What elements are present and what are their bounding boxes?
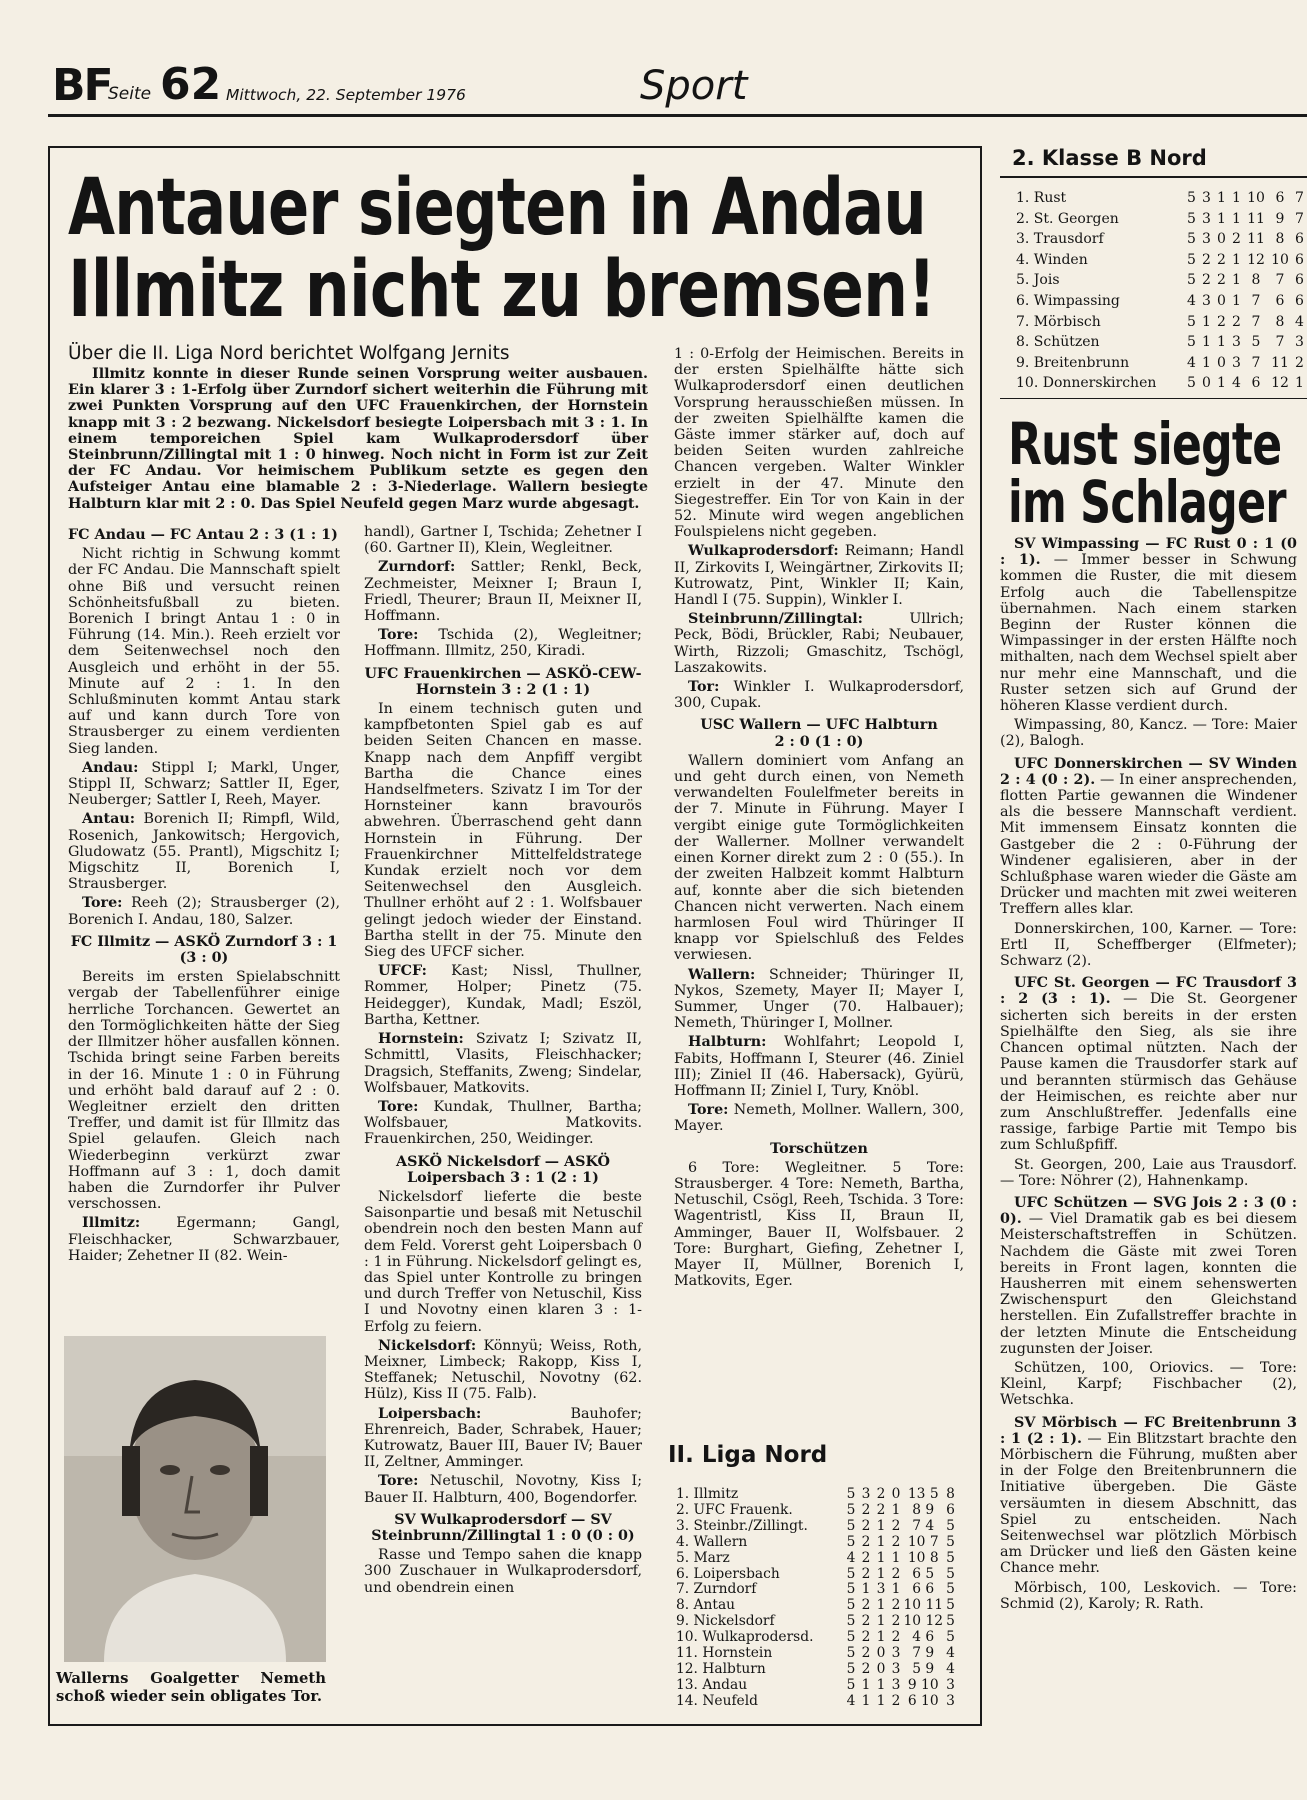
- sidebar-title-rule: [1000, 176, 1307, 178]
- stat-cell: 5: [846, 1597, 856, 1614]
- stat-cell: 1: [876, 1597, 886, 1614]
- stat-cell: 2: [861, 1629, 871, 1646]
- table-row: [676, 1519, 958, 1535]
- stat-cell: 1: [861, 1676, 871, 1693]
- stat-cell: 10: [1271, 251, 1289, 268]
- article-headline-1: Antauer siegten in Andau: [68, 163, 926, 253]
- table-row: [1016, 270, 1307, 291]
- stat-cell: 11: [1271, 354, 1289, 371]
- masthead-date: Mittwoch, 22. September 1976: [226, 86, 466, 104]
- stat-cell: 3: [1202, 292, 1211, 309]
- stat-cell: 2: [861, 1645, 871, 1662]
- stat-cell: 6: [1295, 292, 1304, 309]
- player-portrait-image: [64, 1336, 326, 1662]
- stat-cell: 4: [846, 1692, 856, 1709]
- stat-cell: 9: [1275, 210, 1285, 227]
- team-name: 5. Marz: [676, 1549, 730, 1566]
- stat-cell: 5: [1187, 272, 1196, 289]
- stat-cell: 4 6: [912, 1629, 935, 1646]
- stat-cell: 8: [946, 1486, 955, 1502]
- lineup: Wulkaprodersdorf: Reimann; Handl II, Zirkovits I, Weingärtner, Zirkovits II; Kutrowatz, Pint, Winkler II; Kain, Handl I (75. Suppin), Winkler I.: [674, 543, 964, 609]
- section-title: Sport: [640, 63, 748, 109]
- stat-cell: 2: [861, 1501, 871, 1518]
- stat-cell: 5: [1187, 375, 1196, 392]
- stat-cell: 6: [1251, 375, 1261, 392]
- stat-cell: 1: [876, 1517, 886, 1534]
- stat-cell: 10 11: [903, 1597, 943, 1614]
- stat-cell: 2: [891, 1533, 901, 1550]
- stat-cell: 5: [846, 1660, 856, 1677]
- stat-cell: 0: [891, 1486, 901, 1502]
- lineup: Andau: Stippl I; Markl, Unger, Stippl II, Schwarz; Sattler II, Eger, Neuberger; Sattler I, Reeh, Mayer.: [68, 759, 340, 809]
- sidebar-table-rule: [1000, 398, 1307, 399]
- stat-cell: 8 9: [912, 1501, 935, 1518]
- team-name: 7. Zurndorf: [676, 1581, 757, 1598]
- article-byline: Über die II. Liga Nord berichtet Wolfgang Jernits: [68, 343, 510, 364]
- match-report: Bereits im ersten Spielabschnitt vergab der Tabellenführer einige herrliche Torchancen. Gewertet an den Tormöglichkeiten hätte der Sieg der Illmitzer höher ausfallen können. Tschida bringt seine Farben bereits in der 16. Minute 1 : 0 in Führung und erhöht bald darauf auf 2 : 0. Wegleitner erzielt den dritten Treffer, und damit ist für Illmitz das Spiel gelaufen. Gleich nach Wiederbeginn verkürzt zwar Hoffmann auf 3 : 1, doch damit haben die Zurndorfer ihr Pulver verschossen.: [68, 969, 340, 1213]
- stat-cell: 7: [1251, 354, 1261, 371]
- lineup: Nickelsdorf: Könnyü; Weiss, Roth, Meixner, Limbeck; Rakopp, Kiss I, Steffanek; Netuschil, Novotny (62. Hülz), Kiss II (75. Falb).: [364, 1337, 642, 1403]
- stat-cell: 1: [876, 1676, 886, 1693]
- team-name: 4. Wallern: [676, 1533, 748, 1550]
- stat-cell: 10 7: [907, 1533, 939, 1550]
- table-row: [676, 1567, 958, 1583]
- stat-cell: 3: [1202, 231, 1211, 248]
- stat-cell: 4: [1232, 375, 1241, 392]
- match-heading: ASKÖ Nickelsdorf — ASKÖ Loipersbach 3 : 1 (2 : 1): [396, 1153, 610, 1186]
- stat-cell: 1: [1202, 354, 1211, 371]
- stat-cell: 0: [1217, 231, 1226, 248]
- match-heading: USC Wallern — UFC Halbturn 2 : 0 (1 : 0): [700, 717, 938, 750]
- stat-cell: 5: [946, 1629, 955, 1646]
- goals-line: Tor: Winkler I. Wulkaprodersdorf, 300, Cupak.: [674, 679, 964, 712]
- stat-cell: 1: [891, 1549, 901, 1566]
- stat-cell: 5: [846, 1501, 856, 1518]
- lineup: UFCF: Kast; Nissl, Thullner, Rommer, Holper; Pinetz (75. Heidegger), Kundak, Madl; Eszöl, Bartha, Kettner.: [364, 963, 643, 1028]
- masthead-logo: BF: [52, 60, 112, 111]
- report-info: St. Georgen, 200, Laie aus Trausdorf. — Tore: Nöhrer (2), Hahnenkamp.: [1000, 1156, 1297, 1189]
- team-name: 9. Breitenbrunn: [1016, 354, 1130, 371]
- stat-cell: 5: [1187, 334, 1196, 351]
- stat-cell: 7 9: [912, 1645, 935, 1662]
- table-row: [676, 1598, 958, 1614]
- match-heading: FC Andau — FC Antau 2 : 3 (1 : 1): [68, 527, 338, 543]
- scorers-list: 6 Tore: Wegleitner. 5 Tore: Strausberger. 4 Tore: Nemeth, Bartha, Netuschil, Csögl, Reeh, Tschida. 3 Tore: Wagentristl, Kiss II, Braun II, Amminger, Bauer II, Wolfsbauer. 2 Tore: Burghart, Giefing, Zehetner I, Mayer II, Müllner, Borenich I, Matkovits, Eger.: [674, 1159, 964, 1290]
- table-row: [1016, 229, 1307, 250]
- stat-cell: 0: [1202, 375, 1211, 392]
- stat-cell: 5: [1187, 313, 1196, 330]
- match-report: In einem technisch guten und kampfbetonten Spiel gab es auf beiden Seiten Chancen en masse. Knapp nach dem Anpfiff vergibt Bartha die Chance eines Handselfmeters. Szivatz I im Tor der Hornsteiner kann bravourös abwehren. Überraschend geht dann Hornstein in Führung. Der Frauenkirchner Mittelfeldstratege Kundak erzielt noch vor dem Seitenwechsel den Ausgleich. Thullner erhöht auf 2 : 1. Wolfsbauer gelingt jedoch wieder der Einstand. Bartha stellt in der 75. Minute den Sieg des UFCF sicher.: [364, 701, 642, 961]
- stat-cell: 3: [1295, 334, 1304, 351]
- report-info: Wimpassing, 80, Kancz. — Tore: Maier (2), Balogh.: [1000, 717, 1297, 750]
- table-row: [1016, 209, 1307, 230]
- stat-cell: 1: [1217, 210, 1226, 227]
- team-name: 6. Loipersbach: [676, 1565, 780, 1582]
- report: UFC Donnerskirchen — SV Winden 2 : 4 (0 : 2). — In einer ansprechenden, flotten Partie gewannen die Windener als die bessere Mannschaft verdient. Mit immensem Einsatz konnten die Gastgeber die 2 : 0-Führung der Windener egalisieren, aber in der Schlußphase waren wieder die Gäste am Drücker und machten mit zwei weiteren Treffern alles klar.: [1000, 755, 1298, 918]
- stat-cell: 0: [1217, 354, 1226, 371]
- stat-cell: 12: [1271, 375, 1289, 392]
- stat-cell: 3: [1232, 354, 1241, 371]
- liga-standings-table: [676, 1487, 958, 1710]
- stat-cell: 1: [876, 1629, 886, 1646]
- stat-cell: 11: [1247, 210, 1265, 227]
- team-name: 10. Donnerskirchen: [1016, 375, 1157, 392]
- lineup: Zurndorf: Sattler; Renkl, Beck, Zechmeister, Meixner I; Braun I, Friedl, Theurer; Braun II, Meixner II, Hoffmann.: [364, 559, 642, 625]
- stat-cell: 3: [1202, 210, 1211, 227]
- stat-cell: 2: [861, 1533, 871, 1550]
- stat-cell: 1: [1295, 375, 1304, 392]
- stat-cell: 2: [861, 1565, 871, 1582]
- stat-cell: 1: [861, 1692, 871, 1709]
- sidebar-klasse-title: 2. Klasse B Nord: [1012, 146, 1207, 170]
- stat-cell: 6: [1275, 190, 1285, 206]
- stat-cell: 1: [1202, 334, 1211, 351]
- stat-cell: 5: [846, 1533, 856, 1550]
- stat-cell: 10: [1247, 190, 1265, 206]
- team-name: 3. Trausdorf: [1016, 231, 1104, 248]
- masthead-rule: [48, 114, 1307, 117]
- report-info: Donnerskirchen, 100, Karner. — Tore: Ertl II, Scheffberger (Elfmeter); Schwarz (2).: [1000, 920, 1297, 970]
- team-name: 3. Steinbr./Zillingt.: [676, 1517, 808, 1534]
- stat-cell: 5: [1187, 190, 1196, 206]
- team-name: 5. Jois: [1016, 272, 1060, 289]
- stat-cell: 3: [891, 1660, 901, 1677]
- stat-cell: 11: [1247, 231, 1265, 248]
- stat-cell: 5: [1187, 210, 1196, 227]
- stat-cell: 5: [846, 1676, 856, 1693]
- table-row: [676, 1503, 958, 1519]
- stat-cell: 6 5: [912, 1565, 935, 1582]
- report: UFC St. Georgen — FC Trausdorf 3 : 2 (3 : 1). — Die St. Georgener sicherten sich bereits in der ersten Spielhälfte den Sieg, als sie ihre Chancen optimal nützten. Nach der Pause kamen die Trausdorfer stark auf und berannten stürmisch das Gehäuse der Heimischen, es reichte aber nur zum Anschlußtreffer. Jedenfalls eine rassige, farbige Partie mit Tempo bis zum Schlußpfiff.: [1000, 975, 1297, 1154]
- stat-cell: 3: [891, 1676, 901, 1693]
- team-name: 8. Schützen: [1016, 334, 1100, 351]
- report: SV Wimpassing — FC Rust 0 : 1 (0 : 1). — Immer besser in Schwung kommen die Ruster, die mit diesem Erfolg auch die Tabellenspitze übernahmen. Nach einem starken Beginn der Ruster können die Wimpassinger in der ersten Hälfte noch mithalten, nach dem Wechsel spielt aber nur mehr eine Mannschaft, und die Ruster setzen sich auf Grund der höheren Klasse verdient durch.: [1000, 536, 1297, 715]
- stat-cell: 3: [946, 1692, 955, 1709]
- stat-cell: 3: [1202, 190, 1211, 206]
- team-name: 12. Halbturn: [676, 1660, 766, 1677]
- stat-cell: 4: [946, 1660, 955, 1677]
- stat-cell: 5: [946, 1549, 955, 1566]
- goals-line: Tore: Nemeth, Mollner. Wallern, 300, Mayer.: [674, 1102, 964, 1135]
- stat-cell: 3: [891, 1645, 901, 1662]
- stat-cell: 3: [861, 1486, 871, 1502]
- stat-cell: 2: [891, 1597, 901, 1614]
- stat-cell: 1: [1232, 190, 1241, 206]
- stat-cell: 1: [1232, 292, 1241, 309]
- stat-cell: 1: [1232, 251, 1241, 268]
- team-name: 7. Mörbisch: [1016, 313, 1101, 330]
- stat-cell: 2: [861, 1660, 871, 1677]
- stat-cell: 6: [1295, 272, 1304, 289]
- article-column-1: [68, 524, 340, 1267]
- team-name: 2. UFC Frauenk.: [676, 1501, 793, 1518]
- stat-cell: 5: [846, 1565, 856, 1582]
- stat-cell: 10 8: [907, 1549, 939, 1566]
- stat-cell: 7 4: [912, 1517, 935, 1534]
- team-name: 10. Wulkaprodersd.: [676, 1629, 814, 1646]
- stat-cell: 7: [1275, 334, 1285, 351]
- table-row: [1016, 373, 1307, 394]
- stat-cell: 5: [946, 1581, 955, 1598]
- stat-cell: 10 12: [903, 1613, 943, 1630]
- stat-cell: 5: [946, 1533, 955, 1550]
- team-name: 6. Wimpassing: [1016, 292, 1120, 309]
- stat-cell: 1: [876, 1692, 886, 1709]
- stat-cell: 6: [1275, 292, 1285, 309]
- stat-cell: 1: [1217, 375, 1226, 392]
- stat-cell: 6: [1295, 251, 1304, 268]
- sidebar-headline-1: Rust siegte: [1008, 410, 1282, 478]
- stat-cell: 4: [946, 1645, 955, 1662]
- stat-cell: 5: [1251, 334, 1261, 351]
- stat-cell: 2: [861, 1613, 871, 1630]
- stat-cell: 2: [891, 1692, 901, 1709]
- match-heading: FC Illmitz — ASKÖ Zurndorf 3 : 1 (3 : 0): [70, 933, 338, 967]
- stat-cell: 2: [891, 1629, 901, 1646]
- stat-cell: 2: [1232, 231, 1241, 248]
- lineup: Loipersbach: Bauhofer; Ehrenreich, Bader, Schrabek, Hauer; Kutrowatz, Bauer III, Bauer IV; Bauer II, Zeltner, Amminger.: [364, 1405, 642, 1471]
- stat-cell: 5: [946, 1565, 955, 1582]
- stat-cell: 4: [846, 1549, 856, 1566]
- stat-cell: 7: [1251, 313, 1261, 330]
- stat-cell: 5: [846, 1629, 856, 1646]
- report: UFC Schützen — SVG Jois 2 : 3 (0 : 0). — Viel Dramatik gab es bei diesem Meisterschaftstreffen in Schützen. Nachdem die Gäste mit zwei Toren bereits in Front lagen, konnten die Hausherren mit einem sehenswerten Zwischenspurt den Gleichstand herstellen. Ein Zufallstreffer brachte in der letzten Minute die Entscheidung zugunsten der Joiser.: [1000, 1194, 1297, 1357]
- table-row: [1016, 332, 1307, 353]
- stat-cell: 2: [876, 1486, 886, 1502]
- stat-cell: 2: [876, 1501, 886, 1518]
- stat-cell: 6: [946, 1501, 955, 1518]
- stat-cell: 8: [1251, 272, 1261, 289]
- lineup: Antau: Borenich II; Rimpfl, Wild, Rosenich, Jankowitsch; Hergovich, Gludowatz (55. Prantl), Migschitz I; Migschitz II, Borenich I, Strausberger.: [68, 811, 341, 893]
- team-name: 8. Antau: [676, 1597, 736, 1614]
- stat-cell: 4: [1187, 292, 1196, 309]
- table-row: [676, 1678, 958, 1694]
- stat-cell: 6 10: [907, 1692, 939, 1709]
- stat-cell: 6 6: [912, 1581, 935, 1598]
- stat-cell: 13 5: [907, 1486, 939, 1502]
- stat-cell: 5: [946, 1597, 955, 1614]
- stat-cell: 4: [1295, 313, 1304, 330]
- scorers-heading: Torschützen: [770, 1140, 868, 1157]
- stat-cell: 2: [1202, 272, 1211, 289]
- lineup: Steinbrunn/Zillingtal: Ullrich; Peck, Bödi, Brückler, Rabi; Neubauer, Wirth, Rizzoli; Gmaschitz, Tschögl, Laszakowits.: [674, 611, 964, 676]
- table-row: [1016, 291, 1307, 312]
- stat-cell: 9 10: [907, 1676, 939, 1693]
- team-name: 9. Nickelsdorf: [676, 1613, 775, 1630]
- stat-cell: 1: [1217, 190, 1226, 206]
- stat-cell: 2: [891, 1613, 901, 1630]
- stat-cell: 2: [861, 1517, 871, 1534]
- stat-cell: 3: [1232, 334, 1241, 351]
- stat-cell: 5: [946, 1613, 955, 1630]
- report: SV Mörbisch — FC Breitenbrunn 3 : 1 (2 : 1). — Ein Blitzstart brachte den Mörbischern die Führung, mußten aber in der Folge den Breitenbrunnern die Initiative übergeben. Die Gäste versäumten in diesem Abschnitt, das Spiel zu entscheiden. Nach Seitenwechsel war plötzlich Mörbisch am Drücker und ließ den Gästen keine Chance mehr.: [1000, 1414, 1298, 1577]
- stat-cell: 0: [1217, 292, 1226, 309]
- stat-cell: 7: [1295, 210, 1304, 227]
- table-row: [676, 1551, 958, 1567]
- stat-cell: 1: [876, 1549, 886, 1566]
- lineup: Halbturn: Wohlfahrt; Leopold I, Fabits, Hoffmann I, Steurer (46. Ziniel III); Ziniel II (46. Habersack), Gyürü, Hoffmann II; Ziniel I, Tury, Knöbl.: [674, 1034, 964, 1099]
- stat-cell: 1: [876, 1533, 886, 1550]
- table-row: [1016, 188, 1307, 209]
- team-name: 14. Neufeld: [676, 1692, 758, 1709]
- goals-line: Tore: Tschida (2), Wegleitner; Hoffmann. Illmitz, 250, Kiradi.: [364, 627, 643, 660]
- article-column-3: 1 : 0-Erfolg der Heimischen. Bereits in der ersten Spielhälfte hätte sich Wulkaprodersdorf einen deutlichen Vorsprung herausschießen müssen. In der zweiten Spielhälfte kamen die Gäste immer stärker auf, doch auf beiden Seiten wurden zahlreiche Chancen vergeben. Walter Winkler erzielt in der 47. Minute den Siegestreffer. Ein Tor von Kain in der 52. Minute wird wegen angeblichen Foulspielens nicht gegeben. Wulkaprodersdorf: Reimann; Handl II, Zirkovits I, Weingärtner, Zirkovits II; Kutrowatz, Pint, Winkler II; Kain, Handl I (75. Suppin), Winkler I. Steinbrunn/Zillingtal: Ullrich; Peck, Bödi, Brückler, Rabi; Neubauer, Wirth, Rizzoli; Gmaschitz, Tschögl, Laszakowits. Tor: Winkler I. Wulkaprodersdorf, 300, Cupak. USC Wallern — UFC Halbturn 2 : 0 (1 : 0) Wallern dominiert vom Anfang an und geht durch einen, von Nemeth verwandelten Foulelfmeter bereits in der 7. Minute in Führung. Mayer I vergibt einige gute Tormöglichkeiten der Wallerner. Mollner verwandelt einen Korner direkt zum 2 : 0 (55.). In der zweiten Halbzeit kommt Halbturn auf, konnte aber die sich bietenden Chancen nicht verwerten. Nach einem harmlosen Foul wird Thüringer II knapp vor Spielschluß des Feldes verwiesen. Wallern: Schneider; Thüringer II, Nykos, Szemety, Mayer II; Mayer I, Summer, Unger (70. Halbauer); Nemeth, Thüringer I, Mollner. Halbturn: Wohlfahrt; Leopold I, Fabits, Hoffmann I, Steurer (46. Ziniel III); Ziniel II (46. Habersack), Gyürü, Hoffmann II; Ziniel I, Tury, Knöbl. Tore: Nemeth, Mollner. Wallern, 300, Mayer. Torschützen 6 Tore: Wegleitner. 5 Tore: Strausberger. 4 Tore: Nemeth, Bartha, Netuschil, Csögl, Reeh, Tschida. 3 Tore: Wagentristl, Kiss II, Braun II, Amminger, Bauer II, Wolfsbauer. 2 Tore: Burghart, Giefing, Zehetner I, Mayer II, Müllner, Borenich I, Matkovits, Eger.: [674, 346, 964, 1290]
- table-row: [676, 1582, 958, 1598]
- table-row: [1016, 312, 1307, 333]
- photo-caption: Wallerns Goalgetter Nemeth schoß wieder sein obligates Tor.: [56, 1670, 326, 1705]
- stat-cell: 7: [1251, 292, 1261, 309]
- klasse-standings-table: [1016, 188, 1307, 394]
- match-report: Rasse und Tempo sahen die knapp 300 Zuschauer in Wulkaprodersdorf, und obendrein einen: [364, 1547, 642, 1596]
- stat-cell: 2: [891, 1517, 901, 1534]
- stat-cell: 0: [876, 1645, 886, 1662]
- stat-cell: 4: [1187, 354, 1196, 371]
- team-name: 1. Rust: [1016, 190, 1067, 206]
- article-headline-2: Illmitz nicht zu bremsen!: [68, 245, 936, 335]
- stat-cell: 5: [846, 1486, 856, 1502]
- stat-cell: 1: [891, 1501, 901, 1518]
- stat-cell: 1: [1202, 313, 1211, 330]
- stat-cell: 8: [1275, 231, 1285, 248]
- stat-cell: 12: [1247, 251, 1265, 268]
- team-name: 11. Hornstein: [676, 1645, 773, 1662]
- goals-line: Tore: Reeh (2); Strausberger (2), Borenich I. Andau, 180, Salzer.: [68, 895, 341, 928]
- stat-cell: 1: [1217, 334, 1226, 351]
- stat-cell: 2: [861, 1549, 871, 1566]
- sidebar-reports: [1000, 536, 1297, 1615]
- stat-cell: 0: [876, 1660, 886, 1677]
- stat-cell: 2: [1295, 354, 1304, 371]
- stat-cell: 2: [891, 1565, 901, 1582]
- team-name: 1. Illmitz: [676, 1486, 739, 1502]
- stat-cell: 5: [1187, 251, 1196, 268]
- stat-cell: 7: [1295, 190, 1304, 206]
- lineup: Wallern: Schneider; Thüringer II, Nykos, Szemety, Mayer II; Mayer I, Summer, Unger (70. Halbauer); Nemeth, Thüringer I, Mollner.: [674, 966, 964, 1032]
- table-row: [676, 1630, 958, 1646]
- stat-cell: 2: [1217, 251, 1226, 268]
- stat-cell: 1: [876, 1613, 886, 1630]
- table-row: [676, 1694, 958, 1710]
- goals-line: Tore: Kundak, Thullner, Bartha; Wolfsbauer, Matkovits. Frauenkirchen, 250, Weidinger.: [364, 1098, 642, 1148]
- stat-cell: 1: [1232, 272, 1241, 289]
- stat-cell: 3: [876, 1581, 886, 1598]
- masthead-seite-label: Seite: [108, 84, 152, 104]
- stat-cell: 1: [876, 1565, 886, 1582]
- match-heading: SV Wulkaprodersdorf — SV Steinbrunn/Zillingtal 1 : 0 (0 : 0): [371, 1511, 635, 1544]
- stat-cell: 1: [1232, 210, 1241, 227]
- stat-cell: 5: [1187, 231, 1196, 248]
- liga-table-title: II. Liga Nord: [668, 1442, 828, 1468]
- stat-cell: 2: [861, 1597, 871, 1614]
- report-info: Mörbisch, 100, Leskovich. — Tore: Schmid (2), Karoly; R. Rath.: [1000, 1579, 1297, 1612]
- match-report: Nickelsdorf lieferte die beste Saisonpartie und besaß mit Netuschil obendrein noch den besten Mann auf dem Feld. Vorerst geht Loipersbach 0 : 1 in Führung. Nickelsdorf gelingt es, das Spiel unter Kontrolle zu bringen und durch Treffer von Netuschil, Kiss I und Novotny einen klaren 3 : 1-Erfolg zu feiern.: [364, 1188, 642, 1335]
- stat-cell: 5: [846, 1645, 856, 1662]
- sidebar-headline-2: im Schlager: [1008, 468, 1286, 536]
- match-report: Nicht richtig in Schwung kommt der FC Andau. Die Mannschaft spielt ohne Biß und versucht reinen Schönheitsfußball zu bieten. Borenich I bringt Antau 1 : 0 in Führung (14. Min.). Reeh erzielt vor dem Seitenwechsel noch den Ausgleich und erhöht in der 55. Minute auf 2 : 1. In den Schlußminuten kommt Antau stark auf und kann durch Tore von Strausberger zu einem verdienten Sieg landen.: [68, 546, 340, 757]
- lineup: Hornstein: Szivatz I; Szivatz II, Schmittl, Vlasits, Fleischhacker; Dragsich, Steffanits, Zweng; Sindelar, Wolfsbauer, Matkovits.: [364, 1031, 642, 1096]
- stat-cell: 1: [861, 1581, 871, 1598]
- page-number: 62: [160, 59, 222, 110]
- report-info: Schützen, 100, Oriovics. — Tore: Kleinl, Karpf; Fischbacher (2), Wetschka.: [1000, 1359, 1297, 1409]
- table-row: [676, 1646, 958, 1662]
- table-row: [676, 1535, 958, 1551]
- team-name: 2. St. Georgen: [1016, 210, 1119, 227]
- stat-cell: 5: [846, 1581, 856, 1598]
- stat-cell: 5: [846, 1517, 856, 1534]
- table-row: [1016, 250, 1307, 271]
- stat-cell: 2: [1232, 313, 1241, 330]
- stat-cell: 8: [1275, 313, 1285, 330]
- stat-cell: 6: [1295, 231, 1304, 248]
- stat-cell: 5 9: [912, 1660, 935, 1677]
- stat-cell: 5: [946, 1517, 955, 1534]
- team-name: 13. Andau: [676, 1676, 748, 1693]
- table-row: [1016, 353, 1307, 374]
- stat-cell: 2: [1217, 313, 1226, 330]
- stat-cell: 2: [1202, 251, 1211, 268]
- stat-cell: 2: [1217, 272, 1226, 289]
- player-photo: [64, 1336, 326, 1662]
- article-column-2: handl), Gartner I, Tschida; Zehetner I (60. Gartner II), Klein, Wegleitner. Zurndorf: Sattler; Renkl, Beck, Zechmeister, Meixner I; Braun I, Friedl, Theurer; Braun II, Meixner II, Hoffmann. Tore: Tschida (2), Wegleitner; Hoffmann. Illmitz, 250, Kiradi. UFC Frauenkirchen — ASKÖ-CEW-Hornstein 3 : 2 (1 : 1) In einem technisch guten und kampfbetonten Spiel gab es auf beiden Seiten Chancen en masse. Knapp nach dem Anpfiff vergibt Bartha die Chance eines Handselfmeters. Szivatz I im Tor der Hornsteiner kann bravourös abwehren. Überraschend geht dann Hornstein in Führung. Der Frauenkirchner Mittelfeldstratege Kundak erzielt noch vor dem Seitenwechsel den Ausgleich. Thullner erhöht auf 2 : 1. Wolfsbauer gelingt jedoch wieder der Einstand. Bartha stellt in der 75. Minute den Sieg des UFCF sicher. UFCF: Kast; Nissl, Thullner, Rommer, Holper; Pinetz (75. Heidegger), Kundak, Madl; Eszöl, Bartha, Kettner. Hornstein: Szivatz I; Szivatz II, Schmittl, Vlasits, Fleischhacker; Dragsich, Steffanits, Zweng; Sindelar, Wolfsbauer, Matkovits. Tore: Kundak, Thullner, Bartha; Wolfsbauer, Matkovits. Frauenkirchen, 250, Weidinger. ASKÖ Nickelsdorf — ASKÖ Loipersbach 3 : 1 (2 : 1) Nickelsdorf lieferte die beste Saisonpartie und besaß mit Netuschil obendrein noch den besten Mann auf dem Feld. Vorerst geht Loipersbach 0 : 1 in Führung. Nickelsdorf gelingt es, das Spiel unter Kontrolle zu bringen und durch Treffer von Netuschil, Kiss I und Novotny einen klaren 3 : 1-Erfolg zu feiern. Nickelsdorf: Könnyü; Weiss, Roth, Meixner, Limbeck; Rakopp, Kiss I, Steffanek; Netuschil, Novotny (62. Hülz), Kiss II (75. Falb). Loipersbach: Bauhofer; Ehrenreich, Bader, Schrabek, Hauer; Kutrowatz, Bauer III, Bauer IV; Bauer II, Zeltner, Amminger. Tore: Netuschil, Novotny, Kiss I; Bauer II. Halbturn, 400, Bogendorfer. SV Wulkaprodersdorf — SV Steinbrunn/Zillingtal 1 : 0 (0 : 0) Rasse und Tempo sahen die knapp 300 Zuschauer in Wulkaprodersdorf, und obendrein einen: [364, 524, 643, 1596]
- goals-line: Tore: Netuschil, Novotny, Kiss I; Bauer II. Halbturn, 400, Bogendorfer.: [364, 1473, 643, 1506]
- table-row: [676, 1662, 958, 1678]
- table-row: [676, 1614, 958, 1630]
- match-heading: UFC Frauenkirchen — ASKÖ-CEW-Hornstein 3 : 2 (1 : 1): [364, 665, 642, 698]
- match-report: Wallern dominiert vom Anfang an und geht durch einen, von Nemeth verwandelten Foulelfmeter bereits in der 7. Minute in Führung. Mayer I vergibt einige gute Tormöglichkeiten der Wallerner. Mollner verwandelt einen Korner direkt zum 2 : 0 (55.). In der zweiten Halbzeit kommt Halbturn auf, konnte aber die sich bietenden Chancen nicht verwerten. Nach einem harmlosen Foul wird Thüringer II knapp vor Spielschluß des Feldes verwiesen.: [674, 752, 964, 964]
- article-intro: Illmitz konnte in dieser Runde seinen Vorsprung weiter ausbauen. Ein klarer 3 : 1-Erfolg über Zurndorf sichert weiterhin die Führung mit zwei Punkten Vorsprung auf den UFC Frauenkirchen, der Hornstein knapp mit 3 : 2 bezwang. Nickelsdorf besiegte Loipersbach mit 3 : 1. In einem temporeichen Spiel kam Wulkaprodersdorf über Steinbrunn/Zillingtal mit 1 : 0 hinweg. Noch nicht in Form ist zur Zeit der FC Andau. Vor heimischem Publikum setzte es gegen den Aufsteiger Antau eine blamable 2 : 3-Niederlage. Wallern besiegte Halbturn klar mit 2 : 0. Das Spiel Neufeld gegen Marz wurde abgesagt.: [68, 366, 648, 512]
- lineup: Illmitz: Egermann; Gangl, Fleischhacker, Schwarzbauer, Haider; Zehetner II (82. Wein-: [68, 1215, 340, 1264]
- stat-cell: 5: [846, 1613, 856, 1630]
- table-row: [676, 1487, 958, 1503]
- stat-cell: 3: [946, 1676, 955, 1693]
- stat-cell: 7: [1275, 272, 1285, 289]
- team-name: 4. Winden: [1016, 251, 1088, 268]
- stat-cell: 1: [891, 1581, 901, 1598]
